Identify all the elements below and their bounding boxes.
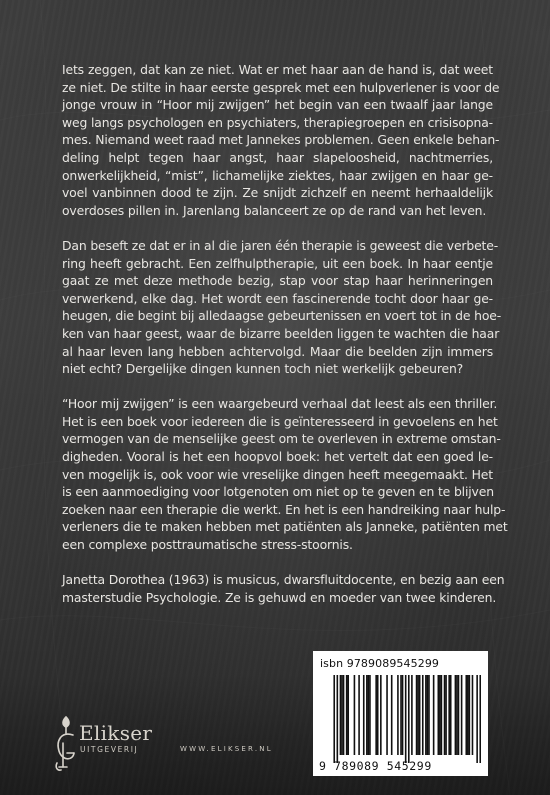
barcode-bar [375, 675, 377, 755]
barcode-bar [456, 675, 458, 755]
blurb-line: verwerkend, elke dag. Het wordt een fascinerende tocht door haar ge- [62, 290, 493, 306]
blurb-paragraph-3 [62, 395, 508, 553]
barcode-bar [472, 675, 474, 755]
blurb-line: voel vanbinnen dood te zijn. Ze snijdt zichzelf en neemt herhaaldelijk [62, 185, 493, 201]
author-bio [62, 571, 505, 606]
barcode-bar [340, 675, 342, 755]
barcode-bar [369, 675, 371, 755]
barcode-bar [333, 675, 335, 763]
barcode-bar [439, 675, 441, 755]
blurb-line: Dan beseft ze dat er in al die jaren één therapie is geweest die verbete- [62, 237, 499, 253]
publisher-website-link[interactable]: WWW.ELIKSER.NL [180, 745, 273, 753]
blurb-line: jonge vrouw in “Hoor mij zwijgen” het begin van een twaalf jaar lange [62, 97, 493, 113]
blurb-line: Iets zeggen, dat kan ze niet. Wat er met haar aan de hand is, dat weet [62, 62, 493, 77]
blurb-line: overdoses pillen in. Jarenlang balanceert ze op de rand van het leven. [62, 202, 487, 218]
barcode-bar [377, 675, 379, 755]
author-bio-line: masterstudie Psychologie. Ze is gehuwd en moeder van twee kinderen. [62, 589, 497, 605]
publisher-subtitle: UITGEVERIJ [80, 745, 139, 754]
blurb-line: mes. Niemand weet raad met Jannekes problemen. Geen enkele behan- [62, 132, 500, 148]
barcode-bar [444, 675, 446, 755]
barcode-bar [408, 675, 410, 763]
barcode-bar [337, 675, 339, 763]
isbn-label: isbn 9789089545299 [320, 657, 440, 670]
blurb-line: niet echt? Dergelijke dingen kunnen toch niet werkelijk gebeuren? [62, 361, 464, 377]
blurb-line: ring heeft gebracht. Een zelfhulptherapie, uit een boek. In haar eentje [62, 255, 493, 271]
blurb-line: “Hoor mij zwijgen” is een waargebeurd verhaal dat leest als een thriller. [62, 396, 498, 412]
barcode-bar [417, 675, 419, 755]
barcode-bar [363, 675, 365, 755]
barcode-bar [419, 675, 421, 755]
barcode-bar [346, 675, 348, 755]
barcode-bar [450, 675, 452, 755]
barcode-bar [341, 675, 343, 755]
barcode-bar [427, 675, 429, 755]
barcode-bar [467, 675, 469, 755]
barcode-bar [455, 675, 457, 755]
isbn-barcode-box [313, 651, 488, 776]
barcode-bar [391, 675, 393, 755]
barcode-bar [354, 675, 356, 755]
publisher-name: Elikser [79, 721, 153, 745]
barcode-bar [428, 675, 430, 755]
barcode-bar [397, 675, 399, 755]
barcode-bar [469, 675, 471, 755]
blurb-line: ven mogelijk is, ook voor wie vreselijke dingen heeft meegemaakt. Het [62, 466, 493, 482]
back-cover-blurb [62, 61, 508, 624]
barcode-bar [416, 675, 418, 755]
barcode-bar [411, 675, 413, 755]
barcode-bar [343, 675, 345, 755]
blurb-line: onwerkelijkheid, “mist”, lichamelijke ziektes, haar zwijgen en haar ge- [62, 167, 493, 183]
barcode-bar [479, 675, 481, 763]
barcode-bar [400, 675, 402, 755]
barcode-bar [386, 675, 388, 755]
barcode-bar [433, 675, 435, 755]
barcode-bar [347, 675, 349, 755]
barcode-bar [445, 675, 447, 755]
blurb-line: Het is een boek voor iedereen die is geïnteresseerd in gevoelens en het [62, 413, 498, 429]
blurb-line: weg langs psychologen en psychiaters, therapiegroepen en crisisopna- [62, 114, 493, 130]
author-bio-line: Janetta Dorothea (1963) is musicus, dwarsfluitdocente, en bezig aan een [62, 572, 505, 588]
blurb-paragraph-1 [62, 61, 500, 219]
barcode-digits: 9 789089 545299 [319, 759, 432, 773]
barcode-bar [425, 675, 427, 755]
blurb-line: digheden. Vooral is het een hoopvol boek: het vertelt dat een goed le- [62, 449, 493, 465]
barcode-bar [368, 675, 370, 755]
barcode-bars [321, 675, 481, 765]
blurb-line: een complexe posttraumatische stress-stoornis. [62, 537, 353, 553]
barcode-bar [461, 675, 463, 755]
blurb-line: deling helpt tegen haar angst, haar slapeloosheid, nachtmerries, [62, 149, 493, 165]
blurb-line: gaat ze met deze methode bezig, stap voor stap haar herinneringen [62, 273, 493, 289]
blurb-line: verleners die te maken hebben met patiënten als Janneke, patiënten met [62, 519, 508, 535]
barcode-bar [448, 675, 450, 755]
barcode-bar [476, 675, 478, 763]
barcode-bar [438, 675, 440, 755]
barcode-bar [422, 675, 424, 755]
barcode-bar [458, 675, 460, 755]
blurb-line: ken van haar geest, waar de bizarre beelden liggen te wachten die haar [62, 325, 500, 341]
barcode-bar [358, 675, 360, 755]
blurb-line: vermogen van de menselijke geest om te overleven in extreme omstan- [62, 431, 501, 447]
blurb-line: heugen, die begint bij alledaagse gebeurtenissen en voert tot in de hoe- [62, 308, 502, 324]
barcode-bar [465, 675, 467, 755]
barcode-bar [402, 675, 404, 755]
publisher-logo [53, 713, 173, 773]
barcode-bar [405, 675, 407, 763]
barcode-bar [366, 675, 368, 755]
blurb-line: zoeken naar een therapie die werkt. En het is een handreiking naar hulp- [62, 501, 506, 517]
blurb-line: ze niet. De stilte in haar eerste gesprek met een hulpverlener is voor de [62, 79, 500, 95]
publisher-emblem-icon [53, 713, 79, 773]
barcode-bar [380, 675, 382, 755]
blurb-line: al haar leven lang hebben achtervolgd. Maar die beelden zijn immers [62, 343, 493, 359]
blurb-line: is een aanmoediging voor lotgenoten om niet op te geven en te blijven [62, 484, 494, 500]
barcode-bar [441, 675, 443, 755]
blurb-paragraph-2 [62, 237, 502, 378]
